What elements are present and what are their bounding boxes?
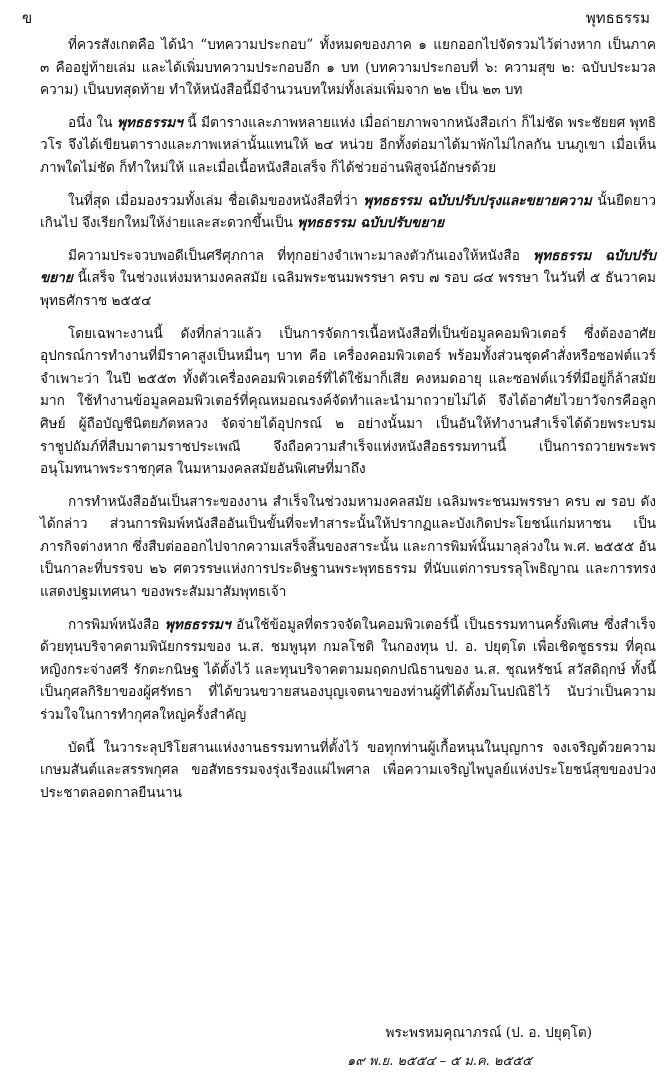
book-title: พุทธธรรม ฉบับปรับขยาย — [40, 247, 656, 287]
paragraph: บัดนี้ ในวาระลุปริโยสานแห่งงานธรรมทานที่ตั้งไว้ ขอทุกท่านผู้เกื้อหนุนในบุญการ จงเจริญด้วยความเกษมสันต์และสรรพกุศล ขอสัทธรรมจงรุ่งเรืองแผ่ไพศาล เพื่อความเจริญไพบูลย์แห่งประโยชน์สุขของปวงประชาตลอดกาลยืนนาน — [40, 739, 656, 801]
paragraph-text: นี้ มีตารางและภาพหลายแห่ง เมื่อถ่ายภาพจากหนังสือเก่า ก็ไม่ชัด พระชัยยศ พุทธิวโร จึงได้เขียนตารางและภาพเหล่านั้นแทนให้ ๒๔ หน่วย อีกทั้งต่อมาได้มาพักไม่ไกลกัน บนภูเขา เมื่อเห็นภาพใดไม่ชัด ก็ทำใหม่ให้ และเมื่อเนื้อหนังสือเสร็จ ก็ได้ช่วยอ่านพิสูจน์อักษรด้วย — [40, 114, 656, 176]
paragraph-text: ในที่สุด เมื่อมองรวมทั้งเล่ม ชื่อเดิมของหนังสือที่ว่า — [68, 192, 364, 209]
paragraph-text: อันใช้ข้อมูลที่ตรวจจัดในคอมพิวเตอร์นี้ เป็นธรรมทานครั้งพิเศษ ซึ่งสำเร็จด้วยทุนบริจาคตามพินัยกรรมของ น.ส. ชมพูนุท กมลโชติ ในกองทุน ป. อ. ปยุตฺโต เพื่อเชิดชูธรรม ที่คุณหญิงกระจ่างศรี รักตะกนิษฐ ได้ตั้งไว้ และทุนบริจาคตามมฤดกปณิธานของ น.ส. ชุณหรัชน์ สวัสดิฤกษ์ ทั้งนี้ เป็นกุศลกิริยาของผู้ศรัทธา ที่ได้ขวนขวายสนองบุญเจตนาของท่านผู้ที่ได้ตั้งมโนปณิธิไว้ นับว่าเป็นความร่วมใจในการทำกุศลใหญ่ครั้งสำคัญ — [40, 616, 656, 724]
paragraph — [40, 112, 656, 180]
book-title: พุทธธรรม ฉบับปรับปรุงและขยายความ — [363, 192, 592, 209]
running-title: พุทธธรรม — [585, 9, 650, 27]
paragraph: ที่ควรสังเกตคือ ได้นำ “บทความประกอบ” ทั้งหมดของภาค ๑ แยกออกไปจัดรวมไว้ต่างหาก เป็นภาค ๓ คืออยู่ท้ายเล่ม และได้เพิ่มบทความประกอบอีก ๑ บท (บทความประกอบที่ ๖: ความสุข ๒: ฉบับประมวลความ) เป็นบทสุดท้าย ทำให้หนังสือนี้มีจำนวนบทใหม่ทั้งเล่มเพิ่มจาก ๒๒ เป็น ๒๓ บท — [40, 37, 656, 99]
signature-name: พระพรหมคุณาภรณ์ (ป. อ. ปยุตฺโต) — [385, 1025, 592, 1041]
book-title: พุทธธรรมฯ — [164, 616, 231, 633]
book-title: พุทธธรรม ฉบับปรับขยาย — [297, 215, 445, 232]
paragraph-text: อนึ่ง ใน — [68, 114, 118, 131]
paragraph-text: การพิมพ์หนังสือ — [68, 616, 165, 633]
paragraph-text: มีความประจวบพอดีเป็นศรีศุภกาล ที่ทุกอย่างจำเพาะมาลงตัวกันเองให้หนังสือ — [68, 247, 534, 264]
paragraph: โดยเฉพาะงานนี้ ดังที่กล่าวแล้ว เป็นการจัดการเนื้อหนังสือที่เป็นข้อมูลคอมพิวเตอร์ ซึ่งต้องอาศัยอุปกรณ์การทำงานที่มีราคาสูงเป็นหมื่นๆ บาท คือ เครื่องคอมพิวเตอร์ พร้อมทั้งส่วนชุดคำสั่งหรือซอฟต์แวร์ จำเพาะว่า ในปี ๒๕๕๓ ทั้งตัวเครื่องคอมพิวเตอร์ที่ได้ใช้มาก็เสีย คงหมดอายุ และซอฟต์แวร์ที่มีอยู่ก็ล้าสมัยมาก ใช้ทำงานข้อมูลคอมพิวเตอร์ที่คุณหมอณรงค์จัดทำและนำมาถวายไม่ได้ จึงได้อาศัยไวยาวัจกรคือลูกศิษย์ ผู้ถือบัญชีนิตยภัตหลวง จัดจ่ายได้อุปกรณ์ ๒ อย่างนั้นมา เป็นอันให้ทำงานสำเร็จได้ด้วยพระบรมราชูปถัมภ์ที่สืบมาตามราชประเพณี จึงถือความสำเร็จแห่งหนังสือธรรมทานนี้ เป็นการถวายพระพรอนุโมทนาพระราชกุศล ในมหามงคลสมัยอันพิเศษที่มาถึง — [40, 325, 656, 478]
paragraph — [40, 245, 656, 313]
page-header — [0, 6, 672, 28]
paragraph-text: นั้นยืดยาวเกินไป จึงเรียกใหม่ให้ง่ายและสะดวกขึ้นเป็น — [40, 192, 656, 232]
paragraph-text: นี้เสร็จ ในช่วงแห่งมหามงคลสมัย เฉลิมพระชนมพรรษา ครบ ๗ รอบ ๘๔ พรรษา ในวันที่ ๕ ธันวาคม พุทธศักราช ๒๕๕๔ — [40, 270, 656, 309]
paragraph — [40, 190, 656, 235]
paragraph — [40, 614, 656, 727]
page-number: ข — [22, 9, 33, 27]
paragraph: การทำหนังสืออันเป็นสาระของงาน สำเร็จในช่วงมหามงคลสมัย เฉลิมพระชนมพรรษา ครบ ๗ รอบ ดังได้กล่าว ส่วนการพิมพ์หนังสืออันเป็นขั้นที่จะทำสาระนั้นให้ปรากฏและบังเกิดประโยชน์แก่มหาชน เป็นภารกิจต่างหาก ซึ่งสืบต่อออกไปจากความเสร็จสิ้นของสาระนั้น และการพิมพ์นั้นมาลุล่วงใน พ.ศ. ๒๕๕๕ อันเป็นกาละที่บรรจบ ๒๖ ศตวรรษแห่งการประดิษฐานพระพุทธธรรม ที่นับแต่การบรรลุโพธิญาณ และการทรงแสดงปฐมเทศนา ของพระสัมมาสัมพุทธเจ้า — [40, 493, 656, 601]
document-body — [40, 34, 656, 814]
book-title: พุทธธรรมฯ — [117, 114, 183, 131]
signature-date: ๑๙ พ.ย. ๒๕๕๔ – ๕ ม.ค. ๒๕๕๕ — [346, 1054, 532, 1069]
